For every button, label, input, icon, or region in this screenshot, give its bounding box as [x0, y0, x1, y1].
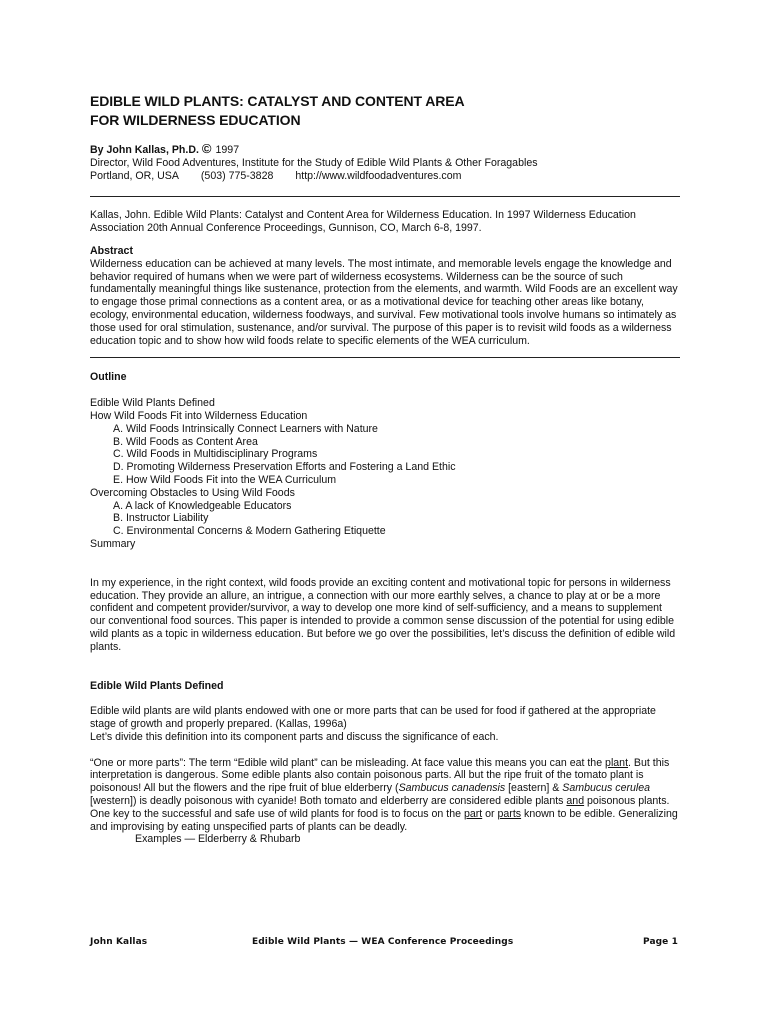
outline-subitem: A. Wild Foods Intrinsically Connect Learners with Nature [113, 422, 378, 435]
definition-line: Edible wild plants are wild plants endowed with one or more parts that can be used for food if gathered at the appropriate stage of growth and properly prepared. (Kallas, 1996a) [90, 705, 656, 731]
underlined-word: and [566, 795, 585, 808]
abstract-text: Wilderness education can be achieved at many levels. The most intimate, and memorable levels engage the knowledge and behavior required of humans when we were part of wilderness ecosystems. Wilderness can be the source of such fundamentally meaningful things like sustenance, protection from the elements, and warmth. Wild Foods are an excellent way to engage those primal connections as a content area, or as a motivational device for teaching other areas like botany, ecology, environmental education, wilderness foodways, and survival. Few motivational tools involve humans so intimately as those used for oral stimulation, sustenance, and/or survival. The purpose of this paper is to revisit wild foods as a wilderness education topic and to show how wild foods relate to specific elements of the WEA curriculum. [90, 257, 678, 347]
document-page [90, 92, 680, 846]
affiliation: Director, Wild Food Adventures, Institute for the Study of Edible Wild Plants & Other Foragables [90, 156, 538, 169]
text-run: poisonous plants. One key to the successful and safe use of wild plants for food is to focus on the [90, 795, 670, 820]
title-line-2: FOR WILDERNESS EDUCATION [90, 112, 301, 128]
underlined-word: parts [497, 807, 522, 820]
outline-list [90, 397, 680, 551]
text-run: [western]) is deadly poisonous with cyanide! Both tomato and elderberry are considered edible plants [90, 795, 567, 808]
website-link[interactable]: http://www.wildfoodadventures.com [295, 169, 462, 182]
underlined-word: part [463, 807, 483, 820]
outline-subitem: C. Environmental Concerns & Modern Gathering Etiquette [113, 525, 386, 538]
contact-line [90, 170, 680, 183]
page-number: Page 1 [643, 937, 678, 947]
footer-author: John Kallas [90, 937, 148, 947]
abstract-heading: Abstract [90, 244, 133, 257]
section-heading: Edible Wild Plants Defined [90, 679, 224, 692]
outline-subitem: E. How Wild Foods Fit into the WEA Curriculum [113, 473, 337, 486]
year: 1997 [215, 144, 240, 156]
outline-item: Overcoming Obstacles to Using Wild Foods [90, 486, 295, 499]
title-line-1: EDIBLE WILD PLANTS: CATALYST AND CONTENT AREA [90, 93, 465, 109]
species-name: Sambucus canadensis [398, 782, 506, 795]
citation: Kallas, John. Edible Wild Plants: Catalyst and Content Area for Wilderness Education. In 1997 Wilderness Education Association 20th Annual Conference Proceedings, Gunnison, CO, March 6-8, 1997. [90, 209, 636, 235]
outline-item: Edible Wild Plants Defined [90, 397, 215, 410]
footer-title: Edible Wild Plants — WEA Conference Proceedings [252, 937, 514, 947]
outline-subitem: D. Promoting Wilderness Preservation Efforts and Fostering a Land Ethic [113, 461, 456, 474]
text-run: or [482, 807, 498, 820]
copyright-symbol: © [201, 141, 212, 156]
definition-line: Let’s divide this definition into its component parts and discuss the significance of each. [90, 730, 499, 743]
text-run: known to be edible. Generalizing and improvising by eating unspecified parts of plants can be deadly. [90, 807, 678, 833]
outline-subitem: B. Instructor Liability [113, 512, 209, 525]
outline-subitem: B. Wild Foods as Content Area [113, 435, 258, 448]
intro-paragraph: In my experience, in the right context, wild foods provide an exciting content and motivational topic for persons in wilderness education. They provide an allure, an intrigue, a connection with our more earthly selves, a chance to play at or be a more confident and competent provider/survivor, a way to develop one more kind of self-sufficiency, and a means to supplement our conventional food sources. This paper is intended to provide a common sense discussion of the potential for using edible wild plants as a topic in wilderness education. But before we go over the possibilities, let’s discuss the definition of edible wild plants. [90, 576, 676, 653]
outline-subitem: A. A lack of Knowledgeable Educators [113, 499, 292, 512]
outline-subitem: C. Wild Foods in Multidisciplinary Programs [113, 448, 318, 461]
divider [90, 196, 680, 197]
author-line [90, 143, 680, 157]
definition-paragraph [90, 705, 680, 743]
outline-heading: Outline [90, 371, 127, 384]
phone: (503) 775-3828 [200, 169, 274, 182]
examples-line: Examples — Elderberry & Rhubarb [135, 833, 301, 846]
location: Portland, OR, USA [90, 169, 179, 182]
species-name: Sambucus cerulea [562, 782, 651, 795]
text-run: . But this interpretation is dangerous. Some edible plants also contain poisonous parts. All but the ripe fruit of the tomato plant is poisonous! All but the flowers and the ripe fruit of blue elderberry ( [90, 756, 670, 795]
outline-item: Summary [90, 537, 136, 550]
divider [90, 357, 680, 358]
text-run: “One or more parts”: The term “Edible wild plant” can be misleading. At face value this means you can eat the [90, 756, 606, 769]
byline [90, 143, 680, 182]
outline-item: How Wild Foods Fit into Wilderness Education [90, 409, 308, 422]
parts-paragraph [90, 757, 680, 834]
underlined-word: plant [605, 756, 629, 769]
author-name: By John Kallas, Ph.D. [90, 144, 199, 156]
text-run: [eastern] & [505, 782, 563, 795]
